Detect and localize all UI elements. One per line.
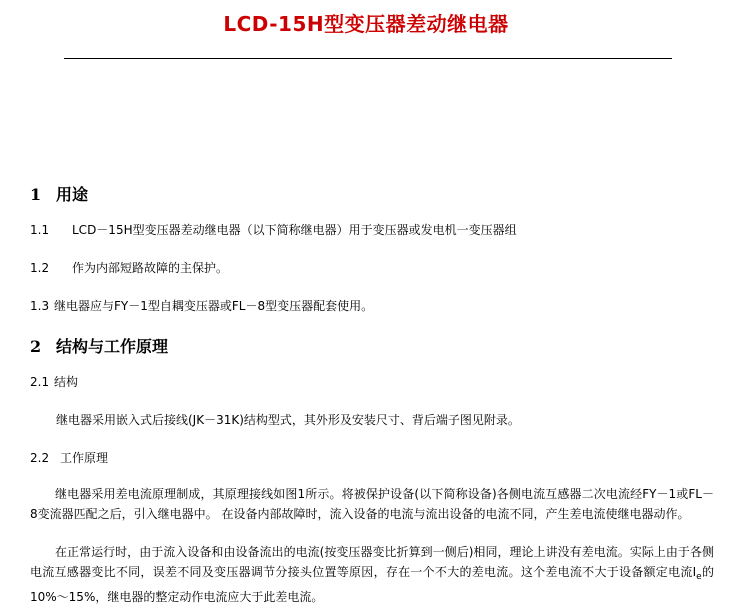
section-2-number: 2: [30, 337, 42, 356]
subsection-2-1-heading: [30, 374, 78, 390]
section-2-title: 结构与工作原理: [56, 337, 169, 356]
item-1-2-text: 作为内部短路故障的主保护。: [72, 261, 229, 275]
subsection-2-1-number: 2.1: [30, 375, 50, 389]
subsection-2-1-title: 结构: [54, 375, 79, 389]
item-1-1-text: LCD－15H型变压器差动继电器（以下简称继电器）用于变压器或发电机一变压器组: [72, 223, 517, 237]
section-1-heading: [30, 182, 88, 205]
subsection-2-2-title: 工作原理: [60, 451, 109, 465]
item-1-2: [30, 260, 228, 276]
item-1-3-number: 1.3: [30, 299, 50, 313]
subsection-2-2-number: 2.2: [30, 451, 50, 465]
section-2-heading: [30, 334, 168, 357]
item-1-3: [30, 298, 373, 314]
principle-paragraph-2: [30, 542, 714, 607]
section-1-number: 1: [30, 185, 42, 204]
principle-paragraph-1: 继电器采用差电流原理制成，其原理接线如图1所示。将被保护设备(以下简称设备)各侧电流互感器二次电流经FY－1或FL－8变流器匹配之后，引入继电器中。 在设备内部故障时，流入设备的电流与流出设备的电流不同，产生差电流使继电器动作。: [30, 487, 714, 521]
subsection-2-1-text: 继电器采用嵌入式后接线(JK－31K)结构型式，其外形及安装尺寸、背后端子图见附录。: [56, 413, 520, 427]
title-divider: [64, 58, 672, 59]
item-1-2-number: 1.2: [30, 261, 50, 275]
item-1-3-text: 继电器应与FY－1型自耦变压器或FL－8型变压器配套使用。: [54, 299, 374, 313]
item-1-1-number: 1.1: [30, 223, 50, 237]
section-1-title: 用途: [56, 185, 89, 204]
subsection-2-2-heading: [30, 450, 108, 466]
rated-current-subscript: e: [696, 572, 702, 582]
document-title: LCD-15H型变压器差动继电器: [223, 12, 509, 36]
principle-paragraph-2-text: 在正常运行时，由于流入设备和由设备流出的电流(按变压器变比折算到一侧后)相同，理论上讲没有差电流。实际上由于各侧电流互感器变比不同，误差不同及变压器调节分接头位置等原因，存在一个不大的差电流。这个差电流不大于设备额定电流I: [30, 545, 714, 579]
principle-paragraph-2-tail: 的10%～15%，继电器的整定动作电流应大于此差电流。: [30, 565, 714, 604]
item-1-1: [30, 222, 517, 238]
